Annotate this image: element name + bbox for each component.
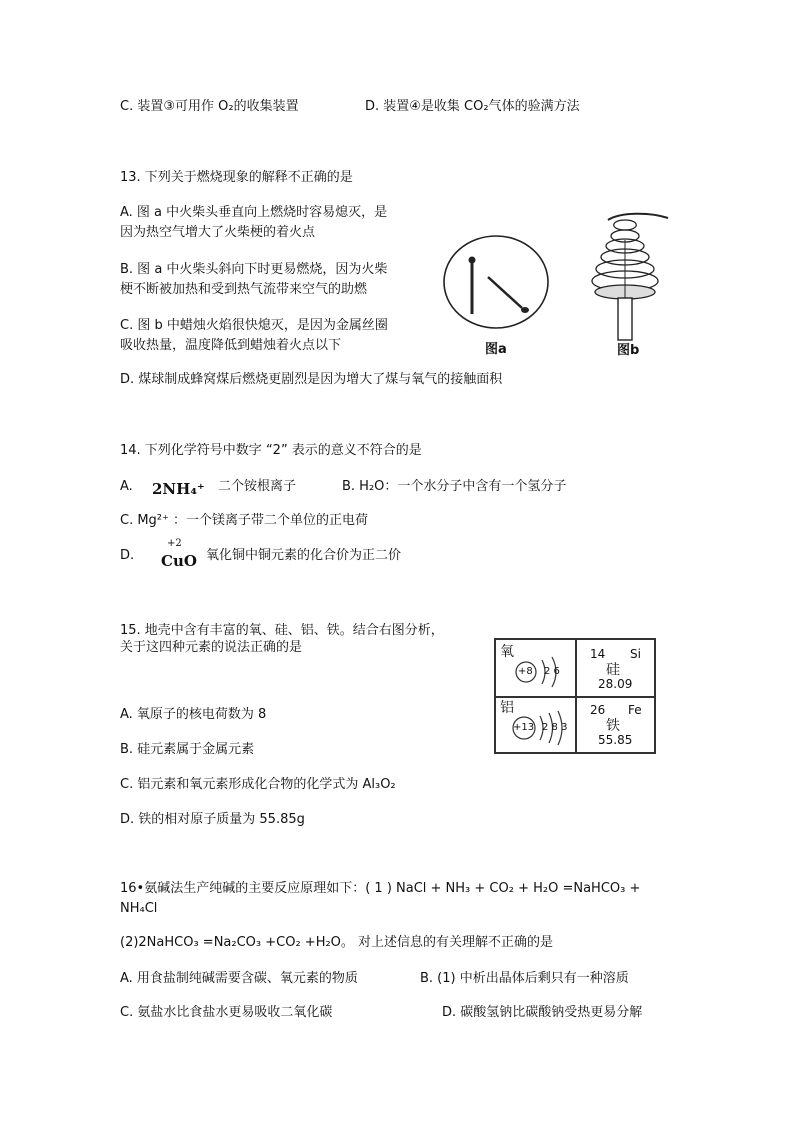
silicon-mass: 28.09 (598, 677, 633, 691)
iron-symbol: Fe (628, 703, 642, 717)
aluminium-name: 铝 (500, 700, 514, 716)
match-figure-a (442, 232, 552, 332)
oxygen-shells: 2 6 (544, 666, 560, 677)
aluminium-nucleus: +13 (513, 722, 535, 733)
q13-option-d: D. 煤球制成蜂窝煤后燃烧更剧烈是因为增大了煤与氧气的接触面积 (120, 372, 503, 387)
q16-stem-line1: 16•氨碱法生产纯碱的主要反应原理如下：( 1 ) NaCl + NH₃ + CO₂ + H₂O =NaHCO₃ + (120, 881, 641, 896)
q14-stem: 14. 下列化学符号中数字 “2” 表示的意义不符合的是 (120, 443, 422, 458)
q13-option-c-line2: 吸收热量，温度降低到蜡烛着火点以下 (120, 338, 342, 353)
q14-option-b: B. H₂O：一个水分子中含有一个氢分子 (342, 479, 567, 494)
figure-b-label: 图b (617, 343, 640, 358)
iron-number: 26 (590, 703, 606, 717)
q12-option-d: D. 装置④是收集 CO₂气体的验满方法 (365, 99, 580, 114)
q15-option-c: C. 铝元素和氧元素形成化合物的化学式为 Al₃O₂ (120, 777, 396, 792)
silicon-number: 14 (590, 647, 606, 661)
q16-option-b: B. (1) 中析出晶体后剩只有一种溶质 (420, 971, 629, 986)
q14-option-c: C. Mg²⁺ ：一个镁离子带二个单位的正电荷 (120, 513, 369, 528)
q16-stem-line3: (2)2NaHCO₃ =Na₂CO₃ +CO₂ +H₂O。 对上述信息的有关理解不正确的是 (120, 935, 554, 950)
element-info-table (494, 638, 656, 754)
q16-option-c: C. 氨盐水比食盐水更易吸收二氧化碳 (120, 1005, 333, 1020)
iron-mass: 55.85 (598, 733, 633, 747)
q13-option-b-line2: 梗不断被加热和受到热气流带来空气的助燃 (120, 282, 368, 297)
q15-option-a: A. 氧原子的核电荷数为 8 (120, 707, 267, 722)
q13-stem: 13. 下列关于燃烧现象的解释不正确的是 (120, 170, 353, 185)
q15-stem-line1: 15. 地壳中含有丰富的氧、硅、铝、铁。结合右图分析， (120, 623, 444, 638)
q14-option-d-text: 氧化铜中铜元素的化合价为正二价 (206, 548, 402, 563)
oxygen-name: 氧 (500, 644, 514, 660)
q15-option-d: D. 铁的相对原子质量为 55.85g (120, 812, 305, 827)
figure-a-label: 图a (485, 342, 507, 357)
q16-option-d: D. 碳酸氢钠比碳酸钠受热更易分解 (442, 1005, 643, 1020)
q13-option-b-line1: B. 图 a 中火柴头斜向下时更易燃烧，因为火柴 (120, 262, 388, 277)
q14-option-d-formula: CuO (161, 552, 197, 570)
q13-option-a-line1: A. 图 a 中火柴头垂直向上燃烧时容易熄灭，是 (120, 205, 388, 220)
q13-option-a-line2: 因为热空气增大了火柴梗的着火点 (120, 225, 316, 240)
q12-option-c: C. 装置③可用作 O₂的收集装置 (120, 99, 299, 114)
aluminium-shells: 2 8 3 (542, 722, 568, 733)
iron-name: 铁 (606, 718, 620, 734)
silicon-name: 硅 (606, 662, 620, 678)
oxygen-nucleus: +8 (518, 666, 533, 677)
q15-option-b: B. 硅元素属于金属元素 (120, 742, 255, 757)
q14-option-a-text: 二个铵根离子 (218, 479, 297, 494)
q14-option-a-prefix: A. (120, 479, 133, 494)
q13-option-c-line1: C. 图 b 中蜡烛火焰很快熄灭，是因为金属丝圈 (120, 318, 388, 333)
q16-stem-line2: NH₄Cl (120, 901, 158, 916)
candle-coil-figure-b (580, 208, 680, 343)
silicon-symbol: Si (630, 647, 641, 661)
q16-option-a: A. 用食盐制纯碱需要含碳、氧元素的物质 (120, 971, 358, 986)
q14-option-a-formula: 2NH₄⁺ (152, 480, 205, 498)
q14-option-d-charge: +2 (167, 538, 182, 549)
q14-option-d-prefix: D. (120, 548, 135, 563)
q15-stem-line2: 关于这四种元素的说法正确的是 (120, 640, 303, 655)
